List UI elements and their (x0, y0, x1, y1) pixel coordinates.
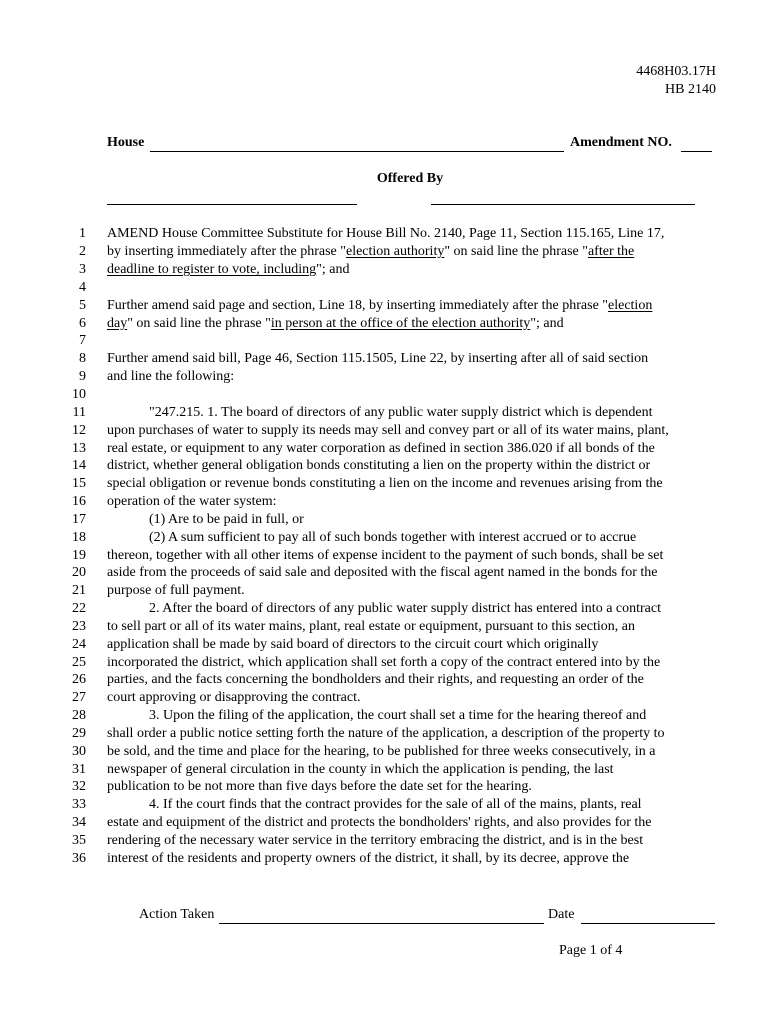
body-line: to sell part or all of its water mains, plant, real estate or equipment, pursuant to this section, an (107, 619, 635, 634)
line-number: 9 (79, 369, 86, 384)
line-number: 18 (72, 530, 86, 545)
line-number: 24 (72, 637, 86, 652)
house-label: House (107, 135, 145, 150)
line-number: 10 (72, 387, 86, 402)
body-line: AMEND House Committee Substitute for House Bill No. 2140, Page 11, Section 115.165, Line 17, (107, 226, 665, 241)
body-line: estate and equipment of the district and protects the bondholders' rights, and also provides for the (107, 815, 652, 830)
line-number: 11 (72, 405, 86, 420)
body-line: rendering of the necessary water service in the territory embracing the district, and is in the best (107, 833, 644, 848)
action-taken-blank-line (219, 923, 544, 924)
body-line: (2) A sum sufficient to pay all of such bonds together with interest accrued or to accrue (149, 530, 637, 545)
body-line: 2. After the board of directors of any public water supply district has entered into a contract (149, 601, 661, 616)
body-line: be sold, and the time and place for the hearing, to be published for three weeks consecutively, in a (107, 744, 656, 759)
line-number: 34 (72, 815, 86, 830)
offered-by-line-right (431, 204, 695, 205)
body-line: upon purchases of water to supply its needs may sell and convey part or all of its water mains, plant, (107, 423, 669, 438)
line-number: 26 (72, 672, 86, 687)
body-line: aside from the proceeds of said sale and deposited with the fiscal agent named in the bonds for the (107, 565, 658, 580)
line-number: 31 (72, 762, 86, 777)
body-line: 3. Upon the filing of the application, the court shall set a time for the hearing thereof and (149, 708, 647, 723)
line-number: 2 (79, 244, 86, 259)
body-line: court approving or disapproving the contract. (107, 690, 361, 705)
action-taken-label: Action Taken (139, 907, 215, 922)
body-line: special obligation or revenue bonds constituting a lien on the income and revenues arising from the (107, 476, 663, 491)
line-number: 12 (72, 423, 86, 438)
line-number: 14 (72, 458, 86, 473)
body-line (107, 244, 634, 260)
body-line: real estate, or equipment to any water corporation as defined in section 386.020 if all bonds of the (107, 441, 655, 456)
underlined-insertion: deadline to register to vote, including (107, 262, 317, 277)
amendment-number-blank (681, 151, 712, 152)
document-code: 4468H03.17H (636, 64, 716, 79)
underlined-insertion: after the (587, 244, 635, 259)
line-number: 5 (79, 298, 86, 313)
line-number: 4 (79, 280, 86, 295)
line-number: 15 (72, 476, 86, 491)
text-segment: " on said line the phrase " (444, 244, 588, 259)
text-segment: "; and (530, 316, 564, 331)
line-number: 35 (72, 833, 86, 848)
body-line: Further amend said bill, Page 46, Section 115.1505, Line 22, by inserting after all of said section (107, 351, 649, 366)
body-line: "247.215. 1. The board of directors of any public water supply district which is dependent (149, 405, 653, 420)
body-line: 4. If the court finds that the contract provides for the sale of all of the mains, plants, real (149, 797, 642, 812)
line-number: 32 (72, 779, 86, 794)
line-number: 19 (72, 548, 86, 563)
line-number: 20 (72, 565, 86, 580)
line-number: 6 (79, 316, 86, 331)
amendment-label: Amendment NO. (570, 135, 672, 150)
line-number: 8 (79, 351, 86, 366)
body-line: and line the following: (107, 369, 235, 384)
body-line: (1) Are to be paid in full, or (149, 512, 304, 527)
body-line (107, 298, 652, 314)
line-number: 33 (72, 797, 86, 812)
body-line: operation of the water system: (107, 494, 277, 509)
line-number: 13 (72, 441, 86, 456)
date-label: Date (548, 907, 575, 922)
line-number: 3 (79, 262, 86, 277)
body-line: application shall be made by said board of directors to the circuit court which originally (107, 637, 599, 652)
line-number: 17 (72, 512, 86, 527)
text-segment: Further amend said page and section, Line 18, by inserting immediately after the phrase " (107, 298, 609, 313)
line-number: 36 (72, 851, 86, 866)
body-line: incorporated the district, which application shall set forth a copy of the contract entered into by the (107, 655, 661, 670)
text-segment: "; and (316, 262, 350, 277)
page-number: Page 1 of 4 (559, 943, 623, 958)
body-line (107, 316, 564, 332)
line-number: 27 (72, 690, 86, 705)
line-number: 29 (72, 726, 86, 741)
line-number: 28 (72, 708, 86, 723)
line-number: 23 (72, 619, 86, 634)
date-blank-line (581, 923, 715, 924)
body-line (107, 262, 350, 278)
underlined-insertion: in person at the office of the election authority (270, 316, 531, 331)
line-number: 21 (72, 583, 86, 598)
line-number: 22 (72, 601, 86, 616)
body-line: purpose of full payment. (107, 583, 245, 598)
line-number: 25 (72, 655, 86, 670)
line-number: 16 (72, 494, 86, 509)
underlined-insertion: election (608, 298, 653, 313)
text-segment: " on said line the phrase " (127, 316, 271, 331)
underlined-insertion: election authority (345, 244, 445, 259)
bill-number: HB 2140 (665, 82, 716, 97)
body-line: interest of the residents and property owners of the district, it shall, by its decree, approve the (107, 851, 630, 866)
text-segment: by inserting immediately after the phrase " (107, 244, 346, 259)
body-line: thereon, together with all other items of expense incident to the payment of such bonds, shall be set (107, 548, 664, 563)
line-number: 1 (79, 226, 86, 241)
line-number: 30 (72, 744, 86, 759)
body-line: shall order a public notice setting forth the nature of the application, a description of the property to (107, 726, 665, 741)
body-line: publication to be not more than five days before the date set for the hearing. (107, 779, 532, 794)
body-line: newspaper of general circulation in the county in which the application is pending, the last (107, 762, 614, 777)
offered-by-label: Offered By (376, 171, 444, 186)
body-line: district, whether general obligation bonds constituting a lien on the property within the district or (107, 458, 651, 473)
offered-by-line-left (107, 204, 357, 205)
house-blank-line (150, 151, 564, 152)
body-line: parties, and the facts concerning the bondholders and their rights, and requesting an order of the (107, 672, 644, 687)
underlined-insertion: day (107, 316, 128, 331)
line-number: 7 (79, 333, 86, 348)
